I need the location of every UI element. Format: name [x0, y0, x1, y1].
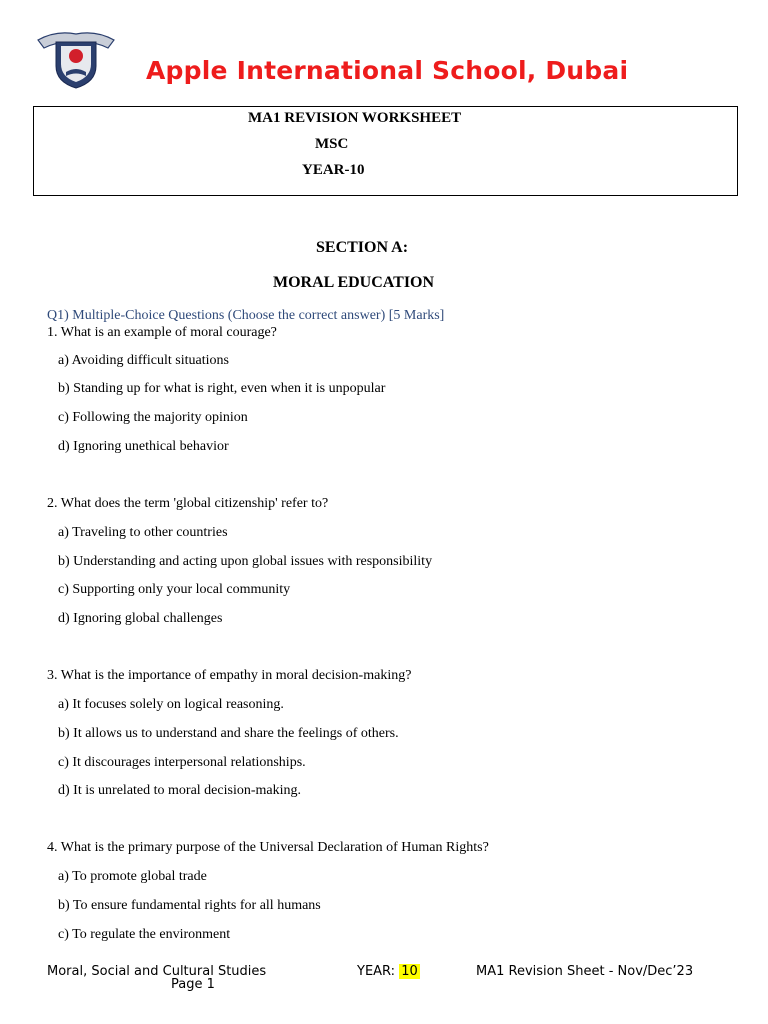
- year-heading: YEAR-10: [302, 162, 365, 178]
- question-option: c) Supporting only your local community: [58, 582, 291, 597]
- question-text: 1. What is an example of moral courage?: [47, 325, 277, 340]
- title-box: [33, 106, 738, 196]
- footer-year-value: 10: [401, 964, 418, 979]
- question-option: b) It allows us to understand and share the feelings of others.: [58, 726, 399, 741]
- footer-year: [357, 964, 420, 979]
- question-option: a) Avoiding difficult situations: [58, 353, 229, 368]
- question-text: 4. What is the primary purpose of the Universal Declaration of Human Rights?: [47, 840, 489, 855]
- footer-year-label: YEAR:: [357, 964, 396, 979]
- question-option: b) To ensure fundamental rights for all humans: [58, 898, 321, 913]
- question-option: a) To promote global trade: [58, 869, 207, 884]
- footer-sheet-title: MA1 Revision Sheet - Nov/Dec’23: [476, 964, 694, 979]
- footer-page-number: Page 1: [171, 977, 215, 992]
- footer-subject: Moral, Social and Cultural Studies: [47, 964, 267, 979]
- question-option: b) Standing up for what is right, even when it is unpopular: [58, 381, 386, 396]
- question-option: d) It is unrelated to moral decision-making.: [58, 783, 301, 798]
- question-text: 3. What is the importance of empathy in moral decision-making?: [47, 668, 412, 683]
- subject-code: MSC: [315, 136, 349, 152]
- school-name: Apple International School, Dubai: [146, 56, 629, 85]
- section-label: SECTION A:: [316, 239, 409, 256]
- school-logo: [36, 28, 116, 90]
- question-option: a) It focuses solely on logical reasoning.: [58, 697, 284, 712]
- q1-header: Q1) Multiple-Choice Questions (Choose the correct answer) [5 Marks]: [47, 308, 445, 323]
- question-option: d) Ignoring global challenges: [58, 611, 223, 626]
- question-option: c) It discourages interpersonal relationships.: [58, 755, 306, 770]
- question-option: d) Ignoring unethical behavior: [58, 439, 229, 454]
- worksheet-title: MA1 REVISION WORKSHEET: [248, 110, 462, 126]
- question-option: b) Understanding and acting upon global issues with responsibility: [58, 554, 433, 569]
- question-option: a) Traveling to other countries: [58, 525, 228, 540]
- school-crest-icon: [36, 28, 116, 90]
- question-option: c) Following the majority opinion: [58, 410, 248, 425]
- question-option: c) To regulate the environment: [58, 927, 231, 942]
- question-text: 2. What does the term 'global citizenship' refer to?: [47, 496, 329, 511]
- section-subject: MORAL EDUCATION: [273, 274, 435, 291]
